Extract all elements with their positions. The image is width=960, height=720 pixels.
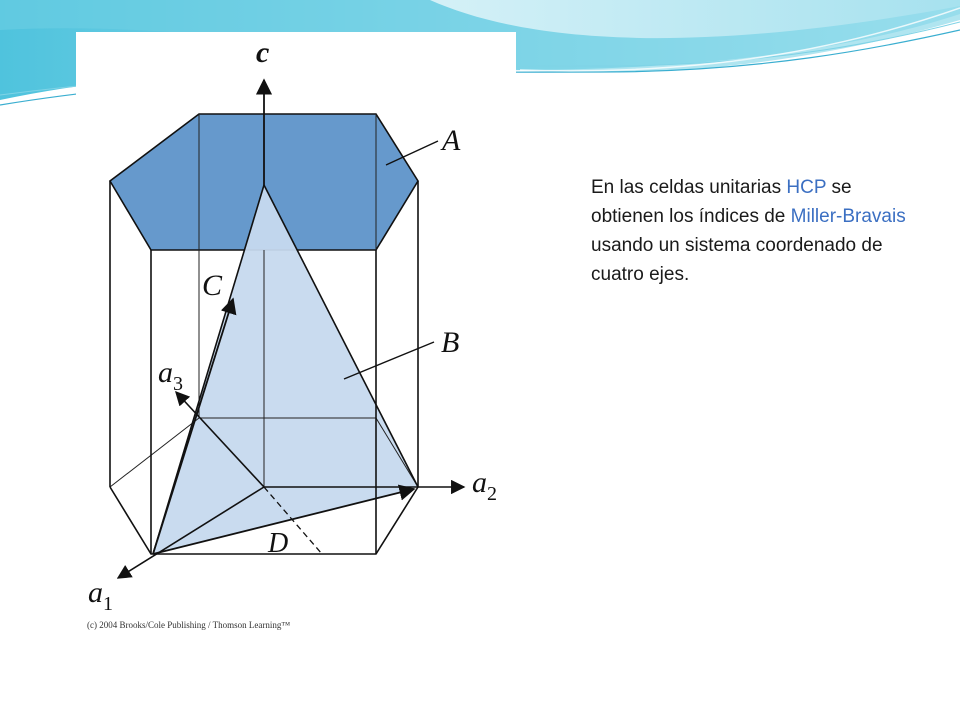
label-a2-axis: $a_2$: [472, 466, 497, 505]
text-highlight-miller-bravais: Miller-Bravais: [790, 206, 906, 227]
hcp-diagram: [76, 32, 516, 617]
text-part-2: se obtienen los índices de: [591, 177, 852, 227]
copyright-caption: (c) 2004 Brooks/Cole Publishing / Thomson Learning™: [87, 620, 291, 630]
label-c-direction: C: [202, 269, 223, 302]
label-b-plane: B: [441, 326, 460, 359]
leader-b: [344, 342, 434, 379]
label-a1-axis: $a_1$: [88, 576, 113, 615]
hcp-unit-cell-figure: [76, 32, 516, 630]
text-part-3: usando un sistema coordenado de cuatro ejes.: [591, 235, 883, 285]
label-a-face: A: [442, 124, 461, 157]
text-part-1: En las celdas unitarias: [591, 177, 787, 198]
text-highlight-hcp: HCP: [786, 177, 827, 198]
label-d-direction: D: [268, 528, 289, 559]
slide-body-text: [591, 173, 911, 289]
label-a3-axis: $a_3$: [158, 356, 183, 395]
label-c-axis: c: [256, 36, 270, 69]
